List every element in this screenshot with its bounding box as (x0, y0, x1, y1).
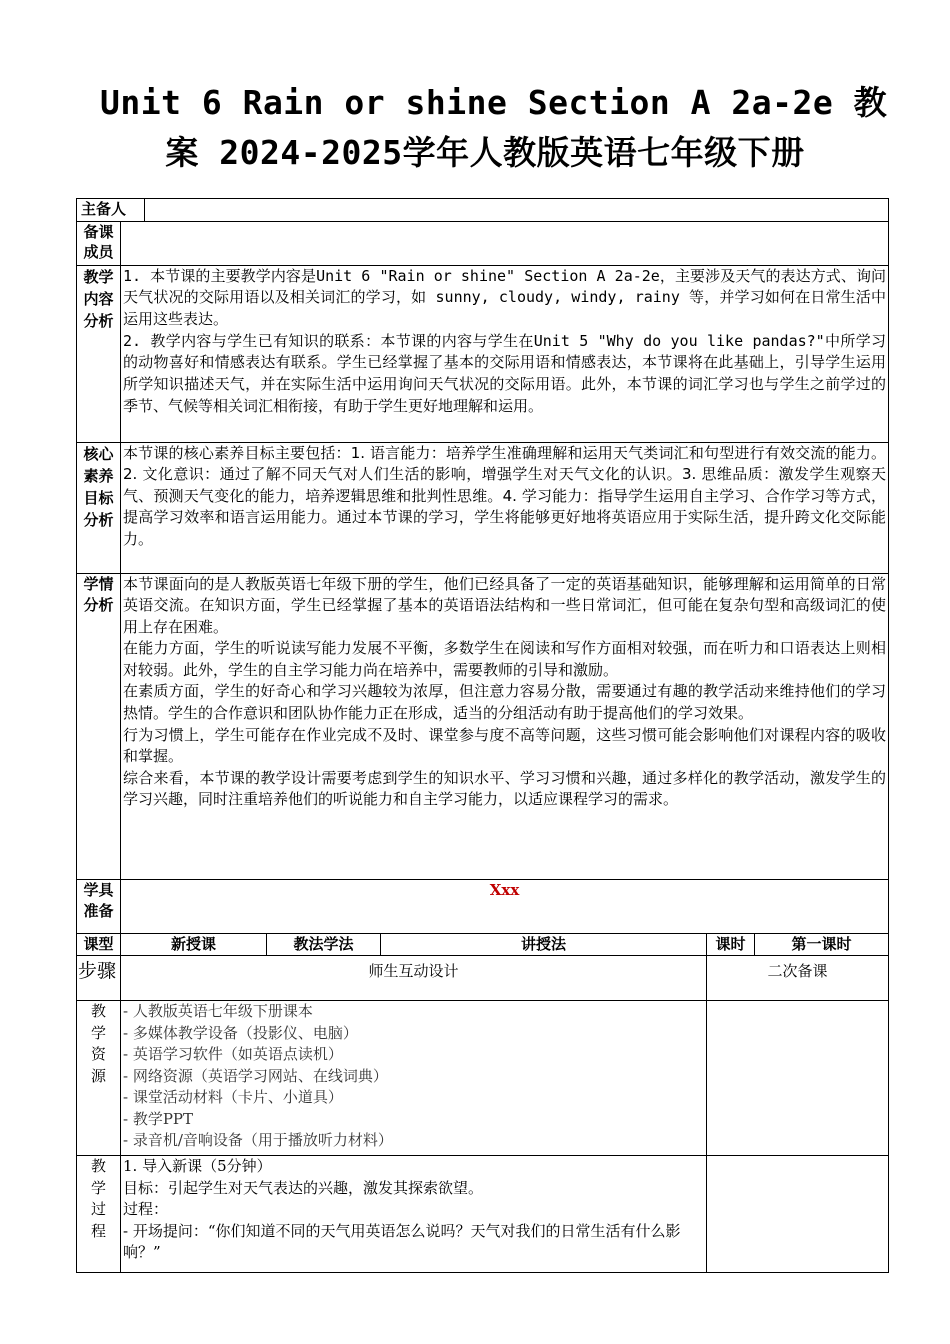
content-paragraph: 1. 本节课的主要教学内容是Unit 6 "Rain or shine" Section A 2a-2e，主要涉及天气的表达方式、询问天气状况的交际用语以及相关词汇的学习，如 sunny, cloudy, windy, rainy 等，并学习如何在日常生活中运用这些表达。 2. 教学内容与学生已有知识的联系：本节课的内容与学生在Unit 5 "Why do you like pandas?"中所学习的动物喜好和情感表达有联系。学生已经掌握了基本的交际用语和情感表达，本节课将在此基础上，引导学生运用所学知识描述天气，并在实际生活中运用询问天气状况的交际用语。此外，本节课的词汇学习也与学生之前学过的季节、气候等相关词汇相衔接，有助于学生更好地理解和运用。 (123, 266, 887, 415)
learner-text (121, 573, 889, 879)
period-label: 课时 (707, 933, 755, 956)
process-label-text: 教学过程 (90, 1157, 106, 1240)
type-label: 课型 (77, 933, 121, 956)
lead-value[interactable] (145, 199, 889, 222)
resource-item: - 录音机/音响设备（用于播放听力材料） (123, 1131, 393, 1149)
lead-label: 主备人 (77, 199, 145, 222)
core-paragraph: 本节课的核心素养目标主要包括：1. 语言能力：培养学生准确理解和运用天气类词汇和句型进行有效交流的能力。2. 文化意识：通过了解不同天气对人们生活的影响，增强学生对天气文化的认识。3. 思维品质：激发学生观察天气、预测天气变化的能力，培养逻辑思维和批判性思维。4. 学习能力：指导学生运用自主学习、合作学习等方式，提高学习效率和语言运用能力。通过本节课的学习，学生将能够更好地将英语应用于实际生活，提升跨文化交际能力。 (123, 443, 887, 548)
process-item: 1. 导入新课（5分钟） (123, 1157, 272, 1175)
process-list (121, 1156, 707, 1273)
row-course-type (77, 933, 889, 956)
members-label-text: 备课成员 (83, 222, 114, 261)
resources-list (121, 1001, 707, 1156)
row-resources (77, 1001, 889, 1156)
second-prep-label: 二次备课 (707, 956, 889, 1001)
row-steps-header (77, 956, 889, 1001)
resource-item: - 多媒体教学设备（投影仪、电脑） (123, 1023, 358, 1042)
resources-second-prep[interactable] (707, 1001, 889, 1156)
process-item: - 开场提问：“你们知道不同的天气用英语怎么说吗？天气对我们的日常生活有什么影响？” (123, 1221, 681, 1261)
resource-item: - 教学PPT (123, 1109, 194, 1128)
learner-label (77, 573, 121, 879)
title-line-2: 案 2024-2025学年人教版英语七年级下册 (165, 133, 805, 172)
members-value[interactable] (121, 221, 889, 265)
tools-label-text: 学具准备 (83, 880, 114, 920)
core-text (121, 442, 889, 573)
content-label-text: 教学内容分析 (83, 267, 114, 330)
resources-label-text: 教学资源 (90, 1002, 106, 1085)
resource-item: - 网络资源（英语学习网站、在线词典） (123, 1066, 388, 1085)
resource-item: - 英语学习软件（如英语点读机） (123, 1045, 343, 1063)
process-item: 过程： (123, 1200, 169, 1218)
method-value: 讲授法 (381, 933, 707, 956)
learner-label-text: 学情分析 (83, 574, 114, 614)
document-title (100, 78, 888, 178)
process-second-prep[interactable] (707, 1156, 889, 1273)
row-learner (77, 573, 889, 879)
process-label (77, 1156, 121, 1273)
content-text (121, 265, 889, 442)
title-line-1: Unit 6 Rain or shine Section A 2a-2e 教 (100, 83, 888, 122)
row-content (77, 265, 889, 442)
row-tools (77, 879, 889, 933)
resource-item: - 课堂活动材料（卡片、小道具） (123, 1088, 343, 1106)
period-value: 第一课时 (755, 933, 889, 956)
row-members (77, 221, 889, 265)
interaction-label: 师生互动设计 (121, 956, 707, 1001)
method-label: 教法学法 (267, 933, 381, 956)
lesson-plan-table (76, 198, 889, 1273)
resources-label (77, 1001, 121, 1156)
resource-item: - 人教版英语七年级下册课本 (123, 1002, 313, 1020)
row-lead (77, 199, 889, 222)
tools-value: Xxx (121, 879, 889, 933)
members-label (77, 221, 121, 265)
row-process (77, 1156, 889, 1273)
process-item: 目标：引起学生对天气表达的兴趣，激发其探索欲望。 (123, 1178, 484, 1197)
steps-label: 步骤 (77, 956, 121, 1001)
type-value: 新授课 (121, 933, 267, 956)
row-core (77, 442, 889, 573)
tools-label (77, 879, 121, 933)
learner-paragraph: 本节课面向的是人教版英语七年级下册的学生，他们已经具备了一定的英语基础知识，能够理解和运用简单的日常英语交流。在知识方面，学生已经掌握了基本的英语语法结构和一些日常词汇，但可能在复杂句型和高级词汇的使用上存在困难。 在能力方面，学生的听说读写能力发展不平衡，多数学生在阅读和写作方面相对较强，而在听力和口语表达上则相对较弱。此外，学生的自主学习能力尚在培养中，需要教师的引导和激励。 在素质方面，学生的好奇心和学习兴趣较为浓厚，但注意力容易分散，需要通过有趣的教学活动来维持他们的学习热情。学生的合作意识和团队协作能力正在形成，适当的分组活动有助于提高他们的学习效果。 行为习惯上，学生可能存在作业完成不及时、课堂参与度不高等问题，这些习惯可能会影响他们对课程内容的吸收和掌握。 综合来看，本节课的教学设计需要考虑到学生的知识水平、学习习惯和兴趣，通过多样化的教学活动，激发学生的学习兴趣，同时注重培养他们的听说能力和自主学习能力，以适应课程学习的需求。 (123, 574, 887, 809)
content-label (77, 265, 121, 442)
core-label (77, 442, 121, 573)
core-label-text: 核心素养目标分析 (83, 444, 114, 529)
